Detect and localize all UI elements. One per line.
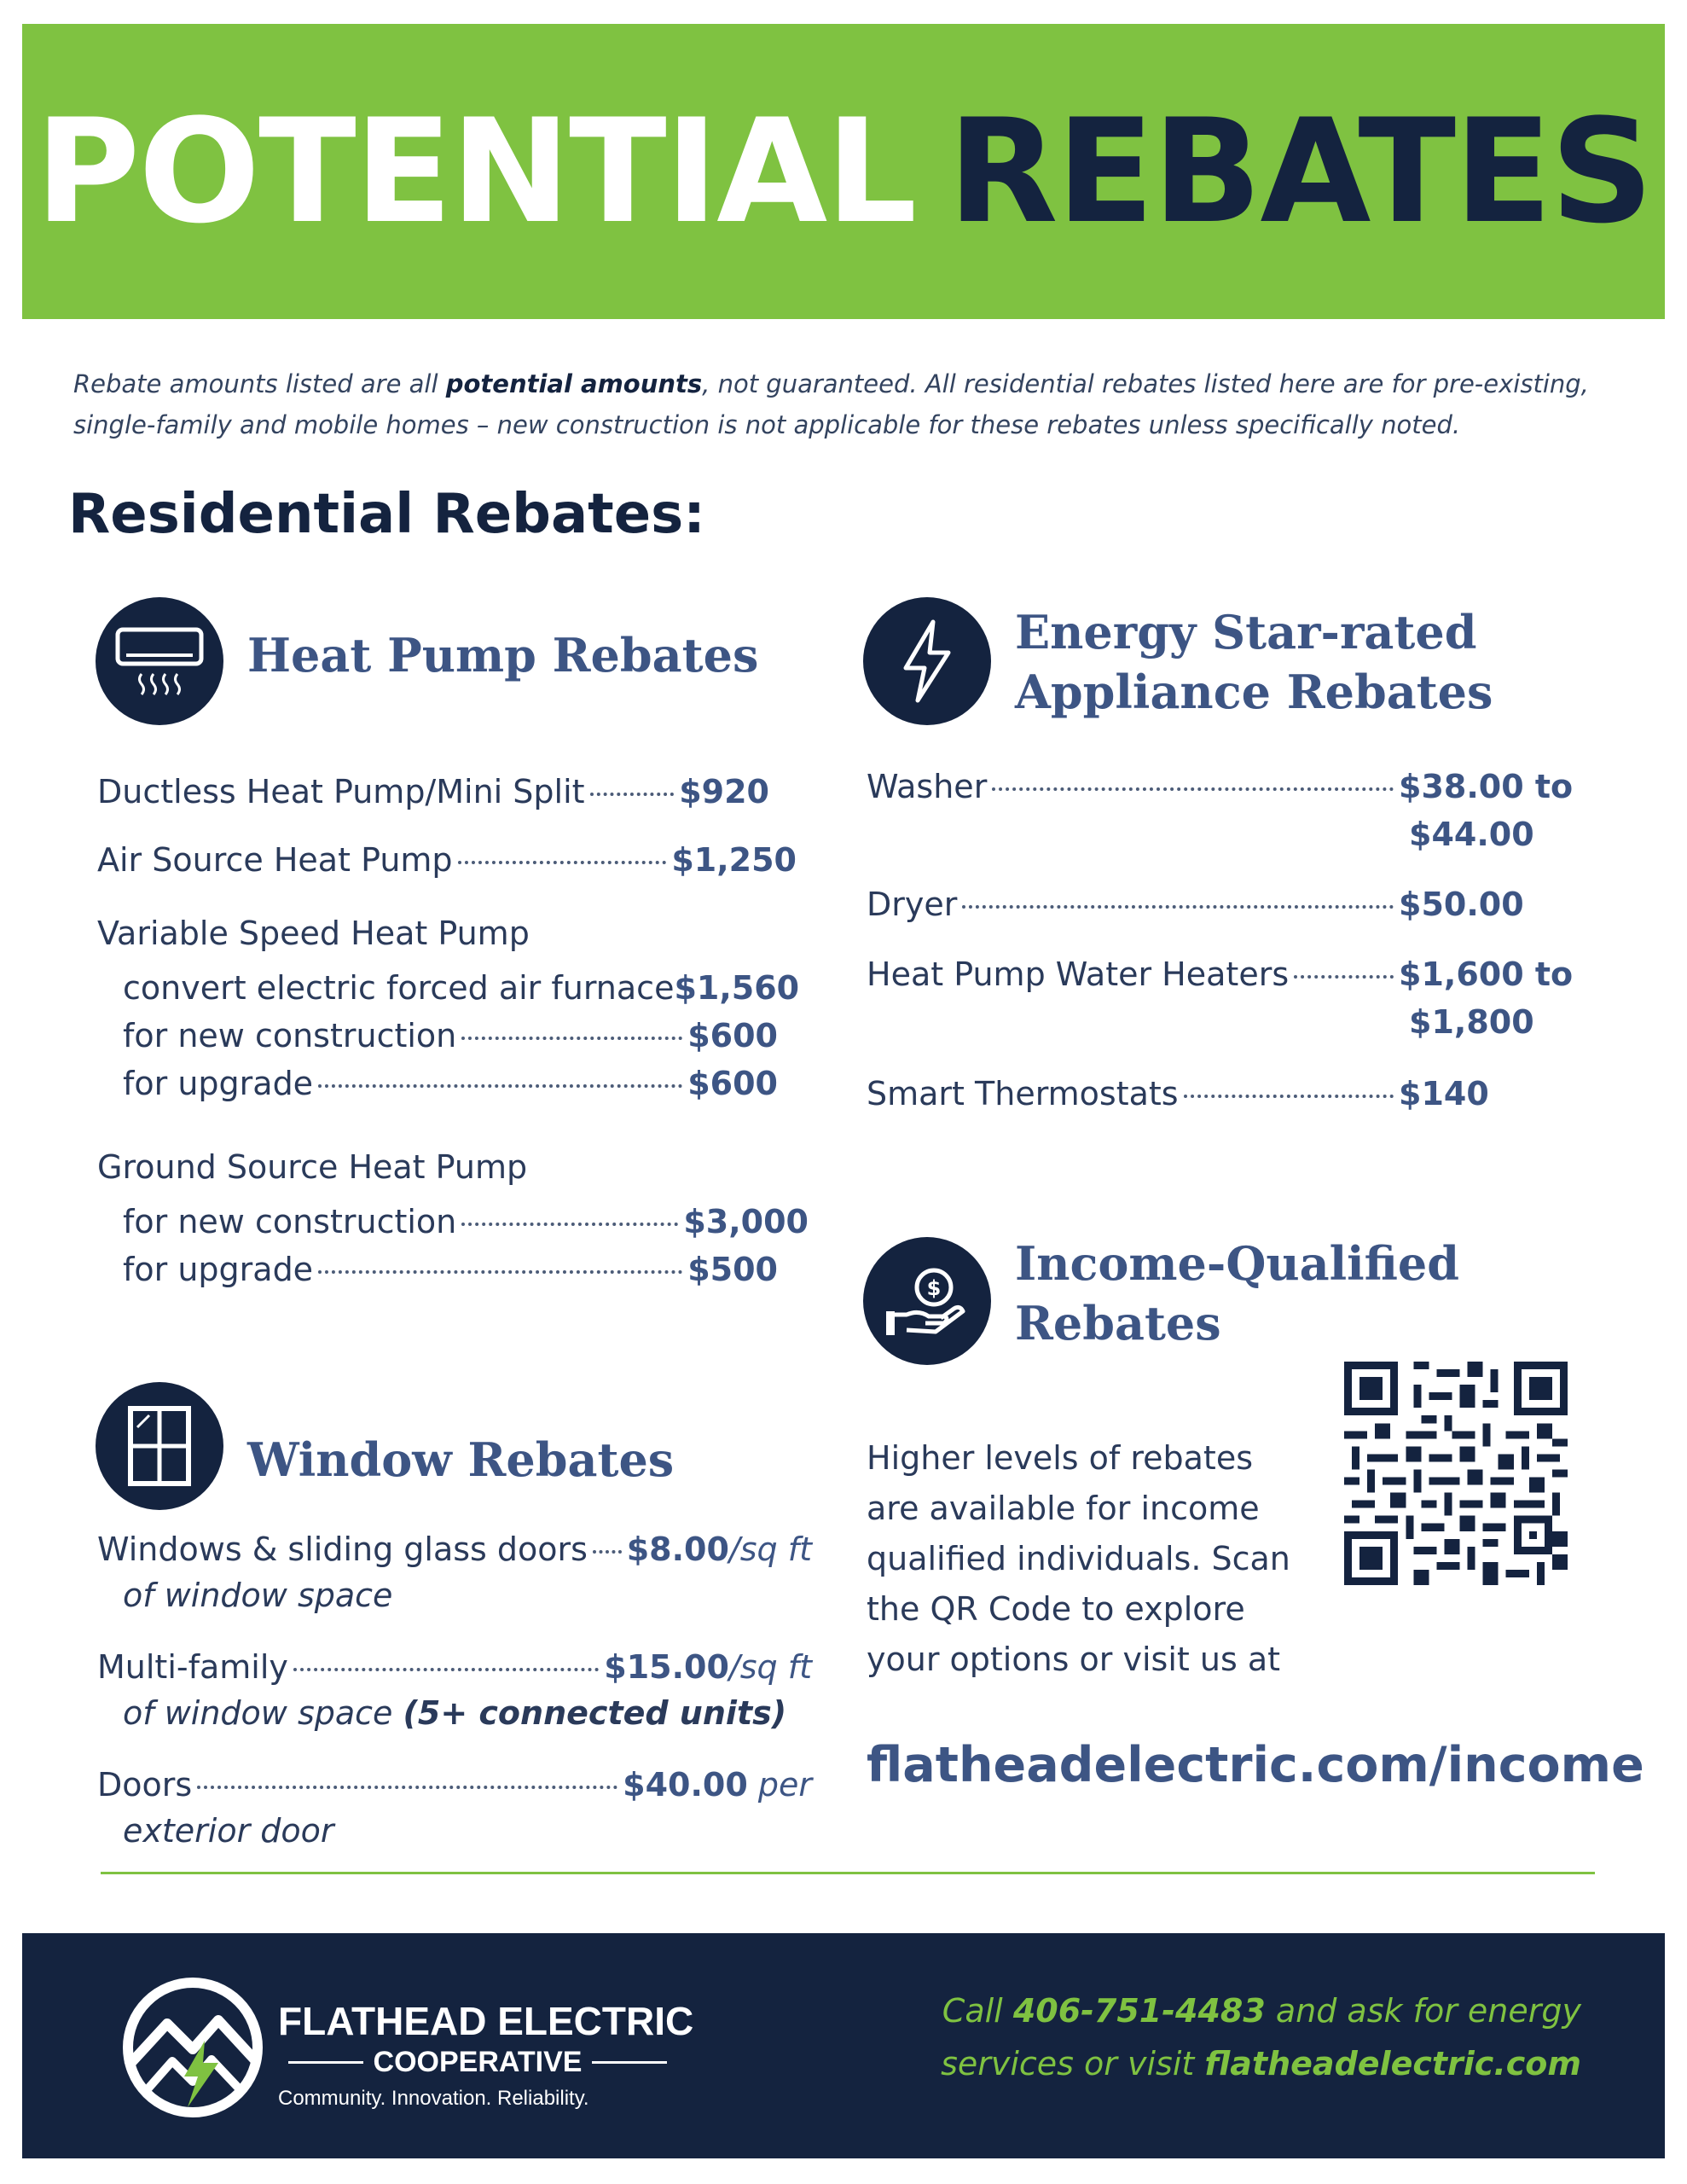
rebate-label: Multi-family xyxy=(97,1648,288,1686)
rebate-label: Dryer xyxy=(867,886,958,923)
logo-cooperative xyxy=(278,2046,677,2079)
variable-speed-title: Variable Speed Heat Pump xyxy=(97,915,530,952)
rebate-label: Washer xyxy=(867,768,988,805)
window-title: Window Rebates xyxy=(247,1432,675,1487)
rebate-value: $500 xyxy=(687,1251,778,1288)
rebate-value: $1,600 to xyxy=(1399,956,1574,993)
rebate-label: for new construction xyxy=(123,1203,457,1240)
page-title xyxy=(35,88,1652,255)
rebate-value: $600 xyxy=(687,1017,778,1054)
phone-number[interactable]: 406-751-4483 xyxy=(1012,1992,1266,2030)
rebate-note-doors: exterior door xyxy=(123,1812,334,1850)
flathead-electric-logo-icon xyxy=(116,1971,270,2124)
rebate-row-doors xyxy=(97,1766,812,1804)
rebate-label: for upgrade xyxy=(123,1251,314,1288)
rebate-row-washer xyxy=(867,768,1578,805)
website-link[interactable]: flatheadelectric.com xyxy=(1204,2045,1581,2082)
rebate-row-ground-upgrade xyxy=(123,1251,778,1288)
rebate-row-windows xyxy=(97,1531,812,1568)
rebate-note-multifamily xyxy=(123,1694,786,1732)
rebate-row-dryer xyxy=(867,886,1578,923)
title-banner xyxy=(22,24,1665,319)
footer-contact xyxy=(941,1984,1581,2090)
energy-star-title xyxy=(1015,602,1493,722)
disclaimer-text xyxy=(73,363,1609,445)
logo-name: FLATHEAD ELECTRIC xyxy=(278,1999,694,2043)
rebate-label: Doors xyxy=(97,1766,193,1804)
ground-source-title: Ground Source Heat Pump xyxy=(97,1148,528,1186)
rebate-value-hpwh-max: $1,800 xyxy=(1409,1003,1534,1041)
title-word-potential: POTENTIAL xyxy=(35,88,916,255)
heat-pump-title: Heat Pump Rebates xyxy=(247,628,759,682)
title-word-rebates: REBATES xyxy=(948,88,1652,255)
contact-line2: services or visit xyxy=(941,2045,1205,2082)
rebate-value: $140 xyxy=(1399,1075,1489,1112)
contact-mid: and ask for energy xyxy=(1265,1992,1581,2030)
rebate-value: $40.00 xyxy=(623,1766,748,1804)
footer xyxy=(22,1933,1665,2158)
rebate-row-variable-upgrade xyxy=(123,1065,778,1102)
svg-text:$: $ xyxy=(926,1276,942,1300)
rebate-label: Air Source Heat Pump xyxy=(97,841,453,879)
rebate-note-windows: of window space xyxy=(123,1577,393,1614)
energy-star-title-line1: Energy Star-rated xyxy=(1015,605,1477,659)
rebate-label: Windows & sliding glass doors xyxy=(97,1531,588,1568)
note-text: of window space xyxy=(123,1694,393,1732)
rebate-row-heat-pump-water-heaters xyxy=(867,956,1578,993)
energy-star-title-line2: Appliance Rebates xyxy=(1015,665,1493,719)
rebate-unit: per xyxy=(747,1766,812,1804)
rebate-row-multifamily xyxy=(97,1648,812,1686)
rebate-value: $38.00 to xyxy=(1399,768,1574,805)
rebate-value: $50.00 xyxy=(1399,886,1524,923)
section-title: Residential Rebates: xyxy=(68,483,705,546)
rebate-label: for upgrade xyxy=(123,1065,314,1102)
rebate-row-variable-new xyxy=(123,1017,778,1054)
logo-coop-text: COOPERATIVE xyxy=(373,2046,583,2078)
logo-tagline: Community. Innovation. Reliability. xyxy=(278,2087,589,2110)
hand-coin-icon xyxy=(863,1237,991,1365)
disclaimer-bold: potential amounts xyxy=(445,369,703,398)
rebate-label: Heat Pump Water Heaters xyxy=(867,956,1290,993)
contact-pre: Call xyxy=(942,1992,1013,2030)
income-url-link[interactable]: flatheadelectric.com/income xyxy=(867,1737,1644,1793)
rebate-value: $3,000 xyxy=(683,1203,809,1240)
lightning-bolt-icon xyxy=(863,597,991,725)
rebate-value: $1,250 xyxy=(671,841,797,879)
rebate-value: $920 xyxy=(679,773,769,810)
rebate-value: $1,560 xyxy=(674,969,800,1007)
window-icon xyxy=(96,1382,223,1510)
rebate-row-ductless xyxy=(97,773,769,810)
income-title-line1: Income-Qualified xyxy=(1015,1236,1460,1291)
rebate-value: $15.00 xyxy=(604,1648,729,1686)
note-bold: (5+ connected units) xyxy=(403,1694,787,1732)
income-title-line2: Rebates xyxy=(1015,1296,1221,1350)
rebate-label: Smart Thermostats xyxy=(867,1075,1179,1112)
rebate-value-washer-max: $44.00 xyxy=(1409,816,1534,853)
rebate-row-smart-thermostats xyxy=(867,1075,1578,1112)
disclaimer-part1: Rebate amounts listed are all xyxy=(73,369,446,398)
disclaimer-part2: , not guaranteed. All residential rebates listed here are for pre-existing, single-family and mobile homes – new construction is not applicable for these rebates unless specifically noted. xyxy=(73,369,1589,439)
rebate-value: $8.00 xyxy=(626,1531,729,1568)
qr-code-icon[interactable] xyxy=(1344,1362,1568,1585)
air-conditioner-icon xyxy=(96,597,223,725)
rebate-row-variable-convert xyxy=(123,969,798,1007)
rebate-label: for new construction xyxy=(123,1017,457,1054)
income-description: Higher levels of rebates are available for income qualified individuals. Scan the QR Code to explore your options or visit us at xyxy=(867,1439,1290,1678)
rebate-label: Ductless Heat Pump/Mini Split xyxy=(97,773,585,810)
green-divider xyxy=(101,1872,1595,1874)
rebate-value: $600 xyxy=(687,1065,778,1102)
rebate-row-air-source xyxy=(97,841,797,879)
rebate-unit: /sq ft xyxy=(728,1531,812,1568)
rebate-label: convert electric forced air furnace xyxy=(123,969,675,1007)
rebate-unit: /sq ft xyxy=(728,1648,812,1686)
income-title xyxy=(1015,1234,1459,1353)
rebate-row-ground-new xyxy=(123,1203,809,1240)
